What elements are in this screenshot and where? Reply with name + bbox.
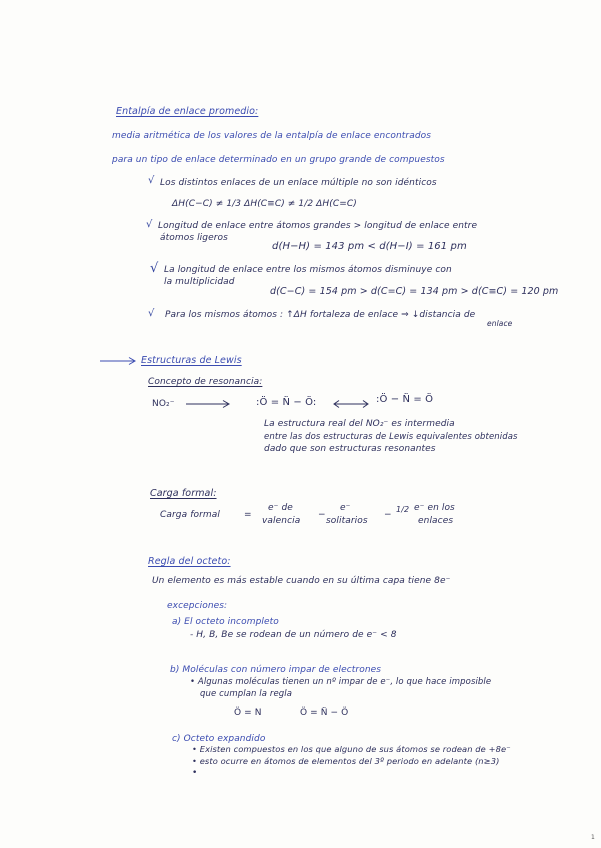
resonance-species: NO₂⁻ xyxy=(152,399,175,409)
bullet2-formula: d(H−H) = 143 pm < d(H−I) = 161 pm xyxy=(272,241,467,252)
check-mark-icon: √ xyxy=(148,308,155,319)
formal-charge-lhs: Carga formal xyxy=(160,510,220,520)
exception-b-item-line2: que cumplan la regla xyxy=(200,689,293,699)
bullet3-text-line1: La longitud de enlace entre los mismos átomos disminuye con xyxy=(164,265,452,275)
formal-term1-top: e⁻ de xyxy=(268,503,293,513)
exceptions-label: excepciones: xyxy=(167,601,228,611)
exception-c-title: c) Octeto expandido xyxy=(172,734,266,744)
octet-rule: Un elemento es más estable cuando en su última capa tiene 8e⁻ xyxy=(152,576,451,586)
formal-term2-top: e⁻ xyxy=(340,503,351,513)
check-mark-icon: √ xyxy=(146,219,153,230)
exception-a-item: - H, B, Be se rodean de un número de e⁻ < 8 xyxy=(190,630,397,640)
bullet4-text: Para los mismos átomos : ↑ΔH fortaleza de enlace ⇒ ↓distancia de xyxy=(165,310,476,320)
exception-b-structure-1: Ö = N xyxy=(234,708,262,718)
resonance-structure-2: :Ö − N̈ = Ö xyxy=(376,394,434,405)
bullet2-text-line1: Longitud de enlace entre átomos grandes > longitud de enlace entre xyxy=(158,221,478,231)
heading-octet: Regla del octeto: xyxy=(148,556,231,567)
formal-term2-bottom: solitarios xyxy=(326,516,368,526)
heading-formal-charge: Carga formal: xyxy=(150,488,217,499)
exception-c-item2: • esto ocurre en átomos de elementos del 3º periodo en adelante (n≥3) xyxy=(192,756,500,766)
resonance-note-line3: dado que son estructuras resonantes xyxy=(264,444,436,454)
bullet3-text-line2: la multiplicidad xyxy=(164,277,235,287)
resonance-arrow-icon xyxy=(333,399,371,409)
formal-half: 1/2 xyxy=(396,505,410,514)
exception-a-title: a) El octeto incompleto xyxy=(172,617,279,627)
heading-resonance: Concepto de resonancia: xyxy=(148,377,263,387)
check-mark-icon: √ xyxy=(150,261,159,276)
check-mark-icon: √ xyxy=(148,175,155,186)
definition-line-1: media aritmética de los valores de la entalpía de enlace encontrados xyxy=(112,131,432,141)
formal-term3-top: e⁻ en los xyxy=(414,503,455,513)
exception-c-item3: • xyxy=(192,768,198,778)
formal-term1-bottom: valencia xyxy=(262,516,301,526)
formal-minus-1: − xyxy=(318,510,326,520)
bullet2-text-line2: átomos ligeros xyxy=(160,233,228,243)
bullet1-text: Los distintos enlaces de un enlace múltiple no son idénticos xyxy=(160,178,437,188)
formal-minus-2: − xyxy=(384,510,392,520)
resonance-structure-1: :Ö = N̈ − Ö: xyxy=(256,397,317,408)
exception-c-item1: • Existen compuestos en los que alguno de sus átomos se rodean de +8e⁻ xyxy=(192,744,511,754)
resonance-note-line2: entre las dos estructuras de Lewis equivalentes obtenidas xyxy=(264,432,518,442)
definition-line-2: para un tipo de enlace determinado en un grupo grande de compuestos xyxy=(112,155,445,165)
exception-b-title: b) Moléculas con número impar de electrones xyxy=(170,665,382,675)
formal-equals: = xyxy=(244,510,252,520)
heading-lewis: Estructuras de Lewis xyxy=(141,355,242,366)
formal-term3-bottom: enlaces xyxy=(418,516,454,526)
exception-b-structure-2: Ö = N̈ − Ö xyxy=(300,708,349,718)
bullet1-formula: ΔH(C−C) ≠ 1/3 ΔH(C≡C) ≠ 1/2 ΔH(C=C) xyxy=(172,199,357,209)
arrow-right-icon xyxy=(100,356,140,366)
resonance-note-line1: La estructura real del NO₂⁻ es intermedia xyxy=(264,419,455,429)
page-number: 1 xyxy=(591,834,595,841)
bullet3-formula: d(C−C) = 154 pm > d(C=C) = 134 pm > d(C≡C) = 120 pm xyxy=(270,286,559,297)
exception-b-item-line1: • Algunas moléculas tienen un nº impar de e⁻, lo que hace imposible xyxy=(190,677,492,687)
arrow-right-icon xyxy=(186,399,232,409)
heading-enthalpy: Entalpía de enlace promedio: xyxy=(116,106,259,117)
bullet4-text-line2: enlace xyxy=(487,319,513,328)
